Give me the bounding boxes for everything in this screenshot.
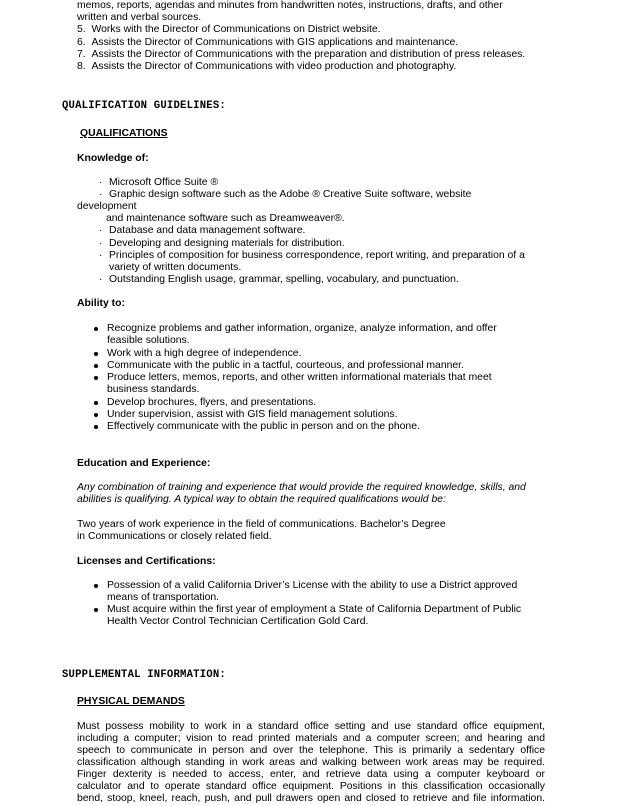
- knowledge-item-2: Graphic design software such as the Adobe ® Creative Suite software, website: [109, 189, 472, 200]
- knowledge-bullet-6: ·: [99, 274, 103, 285]
- knowledge-item-4: Developing and designing materials for distribution.: [109, 238, 345, 249]
- license-bullet-2: [94, 608, 98, 612]
- physical-demands-line-6: calculator and to operate standard office equipment. Positions in this classification occasionally: [77, 781, 545, 792]
- ability-bullet-1: [94, 327, 98, 331]
- license-item-2-cont: Health Vector Control Technician Certification Gold Card.: [107, 616, 369, 627]
- ability-bullet-4: [94, 376, 98, 380]
- ability-item-5: Develop brochures, flyers, and presentations.: [107, 397, 317, 408]
- knowledge-bullet-5: ·: [99, 250, 103, 261]
- knowledge-item-5: Principles of composition for business correspondence, report writing, and preparation of a: [109, 250, 525, 261]
- physical-demands-line-3: speech to communicate in person and over the telephone. This is primarily a sedentary office: [77, 745, 545, 756]
- ability-item-2: Work with a high degree of independence.: [107, 348, 302, 359]
- license-item-1: Possession of a valid California Driver’s License with the ability to use a District approved: [107, 580, 518, 591]
- intro-item-5: 5. Works with the Director of Communications on District website.: [77, 24, 381, 35]
- knowledge-label: Knowledge of:: [77, 153, 149, 164]
- ability-bullet-7: [94, 425, 98, 429]
- intro-line-1: memos, reports, agendas and minutes from handwritten notes, instructions, drafts, and other: [77, 0, 503, 11]
- ability-item-4-cont: business standards.: [107, 384, 200, 395]
- license-item-2: Must acquire within the first year of employment a State of California Department of Public: [107, 604, 522, 615]
- supplemental-heading: SUPPLEMENTAL INFORMATION:: [62, 669, 226, 681]
- education-italic-2: abilities is qualifying. A typical way to obtain the required qualifications would be:: [77, 494, 446, 505]
- ability-bullet-6: [94, 413, 98, 417]
- ability-label: Ability to:: [77, 298, 125, 309]
- intro-item-6: 6. Assists the Director of Communications with GIS applications and maintenance.: [77, 37, 459, 48]
- license-bullet-1: [94, 584, 98, 588]
- knowledge-item-6: Outstanding English usage, grammar, spelling, vocabulary, and punctuation.: [109, 274, 459, 285]
- physical-demands-subheading: PHYSICAL DEMANDS: [77, 696, 185, 707]
- intro-item-8: 8. Assists the Director of Communications with video production and photography.: [77, 61, 457, 72]
- ability-item-7: Effectively communicate with the public in person and on the phone.: [107, 421, 420, 432]
- education-line-1: Two years of work experience in the field of communications. Bachelor’s Degree: [77, 519, 446, 530]
- physical-demands-line-2: including a computer; vision to read printed materials and a computer screen; and hearing and: [77, 733, 545, 744]
- intro-line-2: written and verbal sources.: [77, 12, 202, 23]
- knowledge-bullet-3: ·: [99, 225, 103, 236]
- education-italic-1: Any combination of training and experience that would provide the required knowledge, skills, and: [77, 482, 526, 493]
- ability-bullet-3: [94, 364, 98, 368]
- knowledge-item-2-cont2: and maintenance software such as Dreamweaver®.: [106, 213, 345, 224]
- qualifications-subheading: QUALIFICATIONS: [80, 128, 168, 139]
- education-label: Education and Experience:: [77, 458, 211, 469]
- qualification-guidelines-heading: QUALIFICATION GUIDELINES:: [62, 100, 226, 112]
- knowledge-bullet-4: ·: [99, 238, 103, 249]
- physical-demands-line-1: Must possess mobility to work in a standard office setting and use standard office equipment,: [77, 721, 545, 732]
- ability-item-3: Communicate with the public in a tactful, courteous, and professional manner.: [107, 360, 464, 371]
- knowledge-bullet-2: ·: [99, 189, 103, 200]
- ability-item-1: Recognize problems and gather information, organize, analyze information, and offer: [107, 323, 497, 334]
- license-item-1-cont: means of transportation.: [107, 592, 220, 603]
- ability-item-6: Under supervision, assist with GIS field management solutions.: [107, 409, 398, 420]
- ability-bullet-5: [94, 401, 98, 405]
- knowledge-item-5-cont: variety of written documents.: [109, 262, 242, 273]
- physical-demands-line-5: Finger dexterity is needed to access, enter, and retrieve data using a computer keyboard or: [77, 769, 545, 780]
- licenses-label: Licenses and Certifications:: [77, 556, 216, 567]
- intro-item-7: 7. Assists the Director of Communications with the preparation and distribution of press releases.: [77, 49, 526, 60]
- knowledge-item-1: Microsoft Office Suite ®: [109, 177, 219, 188]
- ability-item-1-cont: feasible solutions.: [107, 335, 190, 346]
- ability-bullet-2: [94, 352, 98, 356]
- physical-demands-line-7: bend, stoop, kneel, reach, push, and pull drawers open and closed to retrieve and file information.: [77, 793, 545, 804]
- physical-demands-line-4: classification although standing in work areas and walking between work areas may be required.: [77, 757, 545, 768]
- knowledge-bullet-1: ·: [99, 177, 103, 188]
- education-line-2: in Communications or closely related field.: [77, 531, 272, 542]
- knowledge-item-3: Database and data management software.: [109, 225, 306, 236]
- ability-item-4: Produce letters, memos, reports, and other written informational materials that meet: [107, 372, 492, 383]
- knowledge-item-2-cont: development: [77, 201, 137, 212]
